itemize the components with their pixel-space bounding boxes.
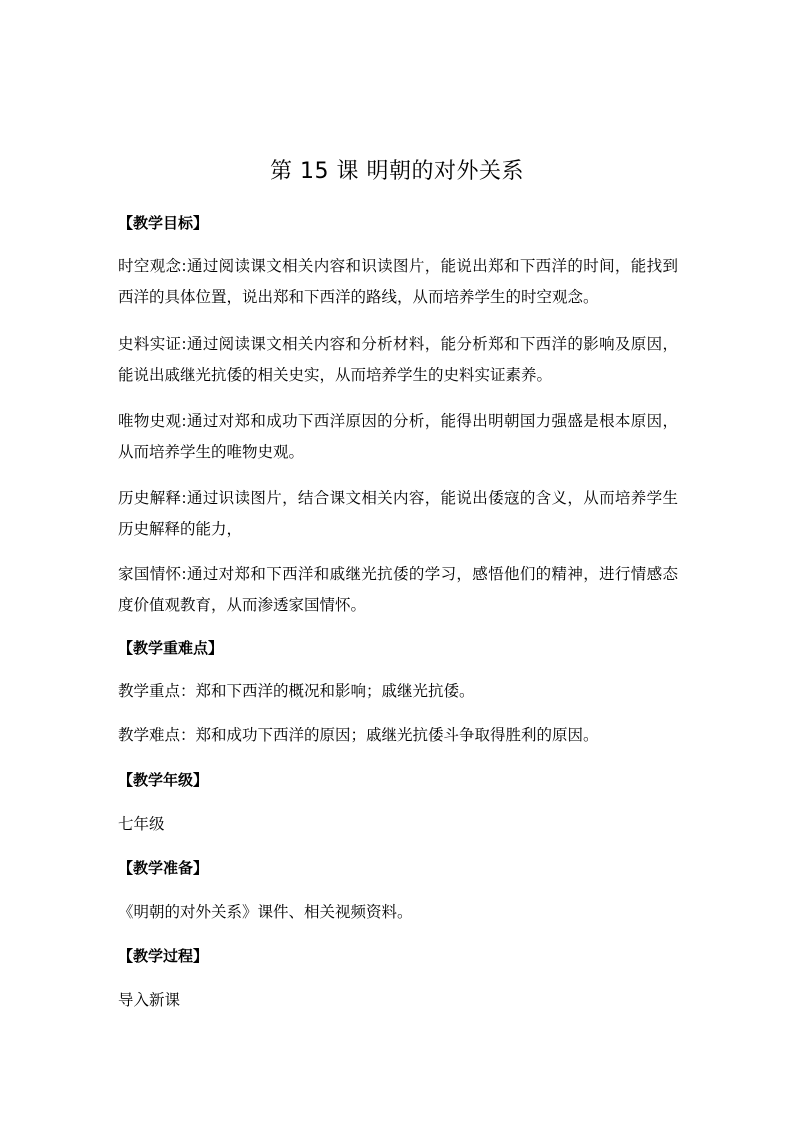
objective-text: 通过识读图片，结合课文相关内容，能说出倭寇的含义，从而培养学生历史解释的能力，: [118, 489, 678, 538]
objective-label: 历史解释:: [118, 489, 187, 507]
objective-text: 通过阅读课文相关内容和分析材料，能分析郑和下西洋的影响及原因，能说出戚继光抗倭的相关史实，从而培养学生的史料实证素养。: [118, 335, 678, 384]
grade-value: 七年级: [118, 815, 165, 833]
objective-text: 通过对郑和下西洋和戚继光抗倭的学习，感悟他们的精神，进行情感态度价值观教育，从而渗透家国情怀。: [118, 565, 678, 614]
objective-materialism: [118, 406, 678, 468]
objective-label: 时空观念:: [118, 257, 187, 275]
section-heading-grade: 【教学年级】: [118, 771, 209, 789]
prep-content: 《明朝的对外关系》课件、相关视频资料。: [118, 903, 413, 921]
objective-interpretation: [118, 483, 678, 545]
difficult-point: 教学难点：郑和成功下西洋的原因；戚继光抗倭斗争取得胜利的原因。: [118, 726, 599, 744]
section-heading-process: 【教学过程】: [118, 947, 209, 965]
objective-text: 通过阅读课文相关内容和识读图片，能说出郑和下西洋的时间，能找到西洋的具体位置，说出郑和下西洋的路线，从而培养学生的时空观念。: [118, 257, 678, 306]
objective-spacetime: [118, 251, 678, 313]
objective-label: 唯物史观:: [118, 412, 187, 430]
section-heading-keypoints: 【教学重难点】: [118, 639, 224, 657]
objective-evidence: [118, 329, 678, 391]
objective-patriotism: [118, 559, 678, 621]
section-heading-goals: 【教学目标】: [118, 214, 209, 232]
objective-label: 家国情怀:: [118, 565, 187, 583]
section-heading-prep: 【教学准备】: [118, 859, 209, 877]
document-title: 第 15 课 明朝的对外关系: [270, 159, 524, 184]
objective-label: 史料实证:: [118, 335, 187, 353]
key-point: 教学重点：郑和下西洋的概况和影响；戚继光抗倭。: [118, 682, 475, 700]
process-first-step: 导入新课: [118, 991, 181, 1009]
objective-text: 通过对郑和成功下西洋原因的分析，能得出明朝国力强盛是根本原因，从而培养学生的唯物史观。: [118, 412, 678, 461]
